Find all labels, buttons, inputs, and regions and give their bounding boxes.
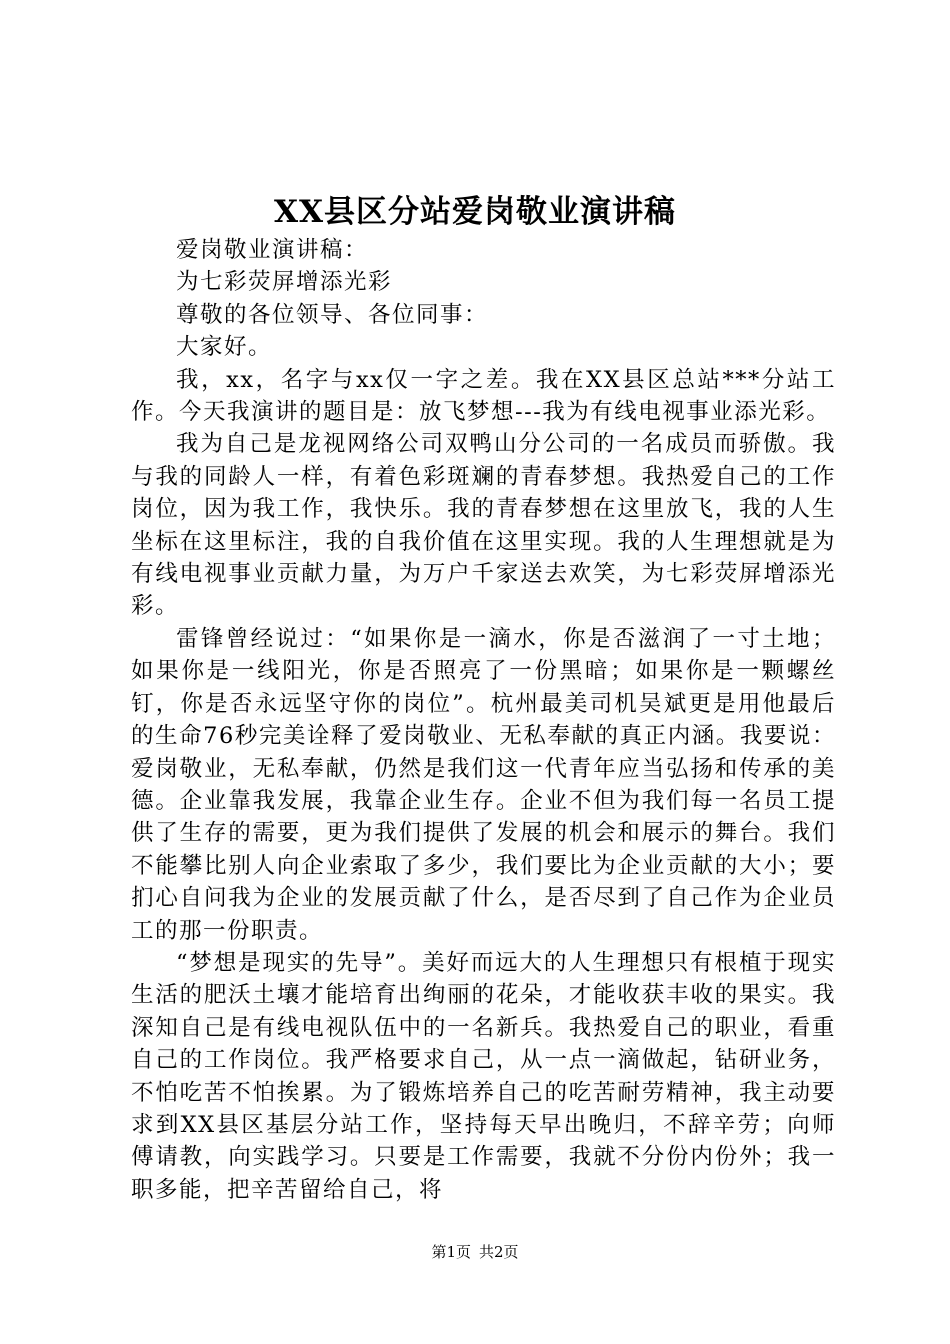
paragraph-hello: 大家好。 [176,334,273,361]
document-body [131,234,836,1206]
paragraph-salutation-heading: 爱岗敬业演讲稿： [176,237,369,263]
paragraph-pride: 我为自己是龙视网络公司双鸭山分公司的一名成员而骄傲。我与我的同龄人一样，有着色彩斑斓的青春梦想。我热爱自己的工作岗位，因为我工作，我快乐。我的青春梦想在这里放飞，我的人生坐标在这里标注，我的自我价值在这里实现。我的人生理想就是为有线电视事业贡献力量，为万户千家送去欢笑，为七彩荧屏增添光彩。 [131,431,836,620]
page-footer [0,1241,950,1262]
document-title: XX县区分站爱岗敬业演讲稿 [273,194,677,230]
page-total: 共2页 [479,1243,519,1261]
paragraph-dream: “梦想是现实的先导”。美好而远大的人生理想只有根植于现实生活的肥沃土壤才能培育出绚丽的花朵，才能收获丰收的果实。我深知自己是有线电视队伍中的一名新兵。我热爱自己的职业，看重自己的工作岗位。我严格要求自己，从一点一滴做起，钻研业务，不怕吃苦不怕挨累。为了锻炼培养自己的吃苦耐劳精神，我主动要求到XX县区基层分站工作，坚持每天早出晚归，不辞辛劳；向师傅请教，向实践学习。只要是工作需要，我就不分份内份外；我一职多能，把辛苦留给自己，将 [131,949,836,1203]
paragraph-subtitle: 为七彩荧屏增添光彩 [176,269,393,296]
paragraph-intro: 我，xx，名字与xx仅一字之差。我在XX县区总站***分站工作。今天我演讲的题目是：放飞梦想---我为有线电视事业添光彩。 [131,366,836,426]
paragraph-leifeng: 雷锋曾经说过：“如果你是一滴水，你是否滋润了一寸土地；如果你是一线阳光，你是否照亮了一份黑暗；如果你是一颗螺丝钉，你是否永远坚守你的岗位”。杭州最美司机吴斌更是用他最后的生命76秒完美诠释了爱岗敬业、无私奉献的真正内涵。我要说：爱岗敬业，无私奉献，仍然是我们这一代青年应当弘扬和传承的美德。企业靠我发展，我靠企业生存。企业不但为我们每一名员工提供了生存的需要，更为我们提供了发展的机会和展示的舞台。我们不能攀比别人向企业索取了多少，我们要比为企业贡献的大小；要扪心自问我为企业的发展贡献了什么，是否尽到了自己作为企业员工的那一份职责。 [131,625,836,944]
paragraph-greeting: 尊敬的各位领导、各位同事： [176,301,489,328]
page-number: 第1页 [431,1243,471,1261]
